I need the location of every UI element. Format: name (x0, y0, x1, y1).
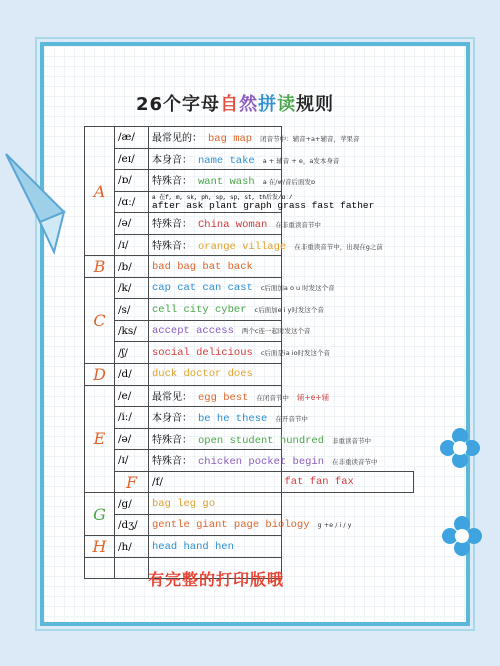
table-row (85, 428, 414, 450)
example-words: want wash (198, 176, 255, 189)
example-words: bag leg go (152, 497, 216, 510)
example-words: egg best (198, 391, 249, 404)
ipa-cell (115, 557, 149, 579)
example-words: name take (198, 154, 255, 167)
ipa-cell: /ɑː/ (115, 191, 149, 213)
ipa-cell: /dʒ/ (115, 514, 149, 536)
sound-label: 特殊音： (152, 219, 192, 231)
example-cell (149, 170, 316, 192)
example-cell (149, 148, 340, 170)
example-words: accept access (152, 325, 234, 338)
sound-label: 特殊音： (152, 176, 192, 188)
rule-note: g +e / i / y (317, 521, 352, 530)
table-row (85, 364, 414, 386)
title-chunk: 然 (239, 94, 259, 115)
paper-plane-icon (4, 152, 66, 262)
title-chunk: 规则 (296, 94, 335, 115)
ipa-cell: /æ/ (115, 127, 149, 149)
table-row (85, 127, 414, 149)
example-cell (149, 256, 282, 278)
table-row (85, 170, 414, 192)
table-row (85, 277, 414, 299)
sound-label: 特殊音： (152, 456, 192, 468)
phonics-rules-table (84, 126, 414, 579)
table-row (85, 320, 414, 342)
page-title (136, 90, 334, 116)
example-words: China woman (198, 219, 268, 232)
rule-note: c后面加a o u 时发这个音 (260, 284, 335, 293)
rule-formula: 辅+e+辅 (296, 392, 330, 402)
example-words: open student hundred (198, 434, 325, 447)
rule-note: 在闭音节中 (256, 393, 289, 402)
ipa-cell: /d/ (115, 364, 149, 386)
rule-note: 在非重读音节中 (332, 458, 378, 467)
example-words: chicken pocket begin (198, 456, 325, 469)
sound-label: 最常见： (152, 391, 192, 403)
example-cell (281, 471, 414, 493)
letter-cell: E (85, 385, 115, 493)
rule-note: 两个c连一起时发这个音 (241, 327, 311, 336)
table-row (85, 536, 414, 558)
example-cell (149, 277, 335, 299)
ipa-cell: /iː/ (115, 407, 149, 429)
table-row (85, 191, 414, 213)
example-words: duck doctor does (152, 368, 253, 381)
rule-note: c后面加e i y时发这个音 (254, 305, 324, 314)
example-cell (149, 385, 330, 407)
example-words: bad bag bat back (152, 260, 253, 273)
ipa-cell: /ɪ/ (115, 234, 149, 256)
rule-note: 闭音节中：辅音+a+辅音，苹果音 (260, 135, 360, 144)
example-cell (149, 514, 352, 536)
example-words: cap cat can cast (152, 282, 253, 295)
ipa-cell: /e/ (115, 385, 149, 407)
table-row (85, 471, 414, 493)
title-chunk: 拼 (258, 94, 278, 115)
table-row (85, 342, 414, 364)
letter-cell: A (85, 127, 115, 256)
table-row (85, 234, 414, 256)
title-chunk: 26个字母 (136, 94, 221, 115)
ipa-cell: /ʃ/ (115, 342, 149, 364)
table-row (85, 299, 414, 321)
table-row (85, 256, 414, 278)
ipa-cell: /k/ (115, 277, 149, 299)
table-row (85, 148, 414, 170)
example-words: social delicious (152, 346, 253, 359)
ipa-cell: /f/ (149, 471, 282, 493)
example-cell (149, 493, 282, 515)
ipa-cell: /ks/ (115, 320, 149, 342)
example-cell (149, 320, 311, 342)
flower-icon (442, 516, 482, 556)
example-cell (149, 127, 360, 149)
rule-note: a 在/w/音后面发ɒ (262, 178, 316, 187)
rule-note: a 在f, m, sk, ph, sp, sp, st, th后发/ɑː/ (152, 193, 293, 201)
example-cell (149, 191, 375, 213)
example-words: gentle giant page biology (152, 519, 310, 532)
rule-note: c后面是ia io时发这个音 (260, 348, 331, 357)
table-row (85, 407, 414, 429)
ipa-cell: /ə/ (115, 213, 149, 235)
sound-label: 本身音： (152, 154, 192, 166)
letter-cell: G (85, 493, 115, 536)
letter-cell: D (85, 364, 115, 386)
example-words: be he these (198, 413, 268, 426)
table-row (85, 514, 414, 536)
ipa-cell: /ə/ (115, 428, 149, 450)
ipa-cell: /s/ (115, 299, 149, 321)
example-words: after ask plant graph grass fast father (152, 199, 375, 211)
table-row (85, 493, 414, 515)
rule-note: 在开音节中 (275, 415, 308, 424)
example-cell (149, 213, 321, 235)
ipa-cell: /g/ (115, 493, 149, 515)
example-cell (149, 407, 308, 429)
example-cell (149, 299, 324, 321)
sound-label: 特殊音： (152, 241, 192, 252)
ipa-cell: /h/ (115, 536, 149, 558)
title-chunk: 读 (277, 94, 297, 115)
example-cell (149, 536, 282, 558)
rule-note: 在非重读音节中 (275, 221, 321, 230)
letter-cell: B (85, 256, 115, 278)
example-words: head hand hen (152, 540, 234, 553)
letter-cell: C (85, 277, 115, 363)
example-cell (149, 428, 372, 450)
table-row (85, 213, 414, 235)
example-cell (149, 342, 331, 364)
letter-cell: H (85, 536, 115, 558)
rule-note: 非重读音节中 (332, 436, 372, 445)
table-row (85, 450, 414, 472)
example-words: bag map (208, 133, 253, 146)
example-words: fat fan fax (284, 476, 354, 489)
ipa-cell: /eɪ/ (115, 148, 149, 170)
flower-icon (440, 428, 480, 468)
ipa-cell: /ɪ/ (115, 450, 149, 472)
sound-label: 最常见的： (152, 133, 202, 145)
table-row (85, 385, 414, 407)
footer-note: 有完整的打印版哦 (148, 570, 285, 589)
example-cell (149, 234, 383, 256)
ipa-cell: /b/ (115, 256, 149, 278)
title-chunk: 自 (220, 94, 240, 115)
rule-note: a + 辅音 + e，a发本身音 (262, 156, 340, 165)
example-cell (149, 450, 378, 472)
example-cell (149, 364, 282, 386)
sound-label: 特殊音： (152, 434, 192, 446)
rule-note: 在非重读音节中，出现在g之前 (294, 243, 383, 251)
sound-label: 本身音： (152, 413, 192, 425)
letter-cell (85, 557, 115, 579)
example-words: orange village (198, 241, 287, 253)
example-words: cell city cyber (152, 303, 247, 316)
ipa-cell: /ɒ/ (115, 170, 149, 192)
letter-cell: F (115, 471, 149, 493)
